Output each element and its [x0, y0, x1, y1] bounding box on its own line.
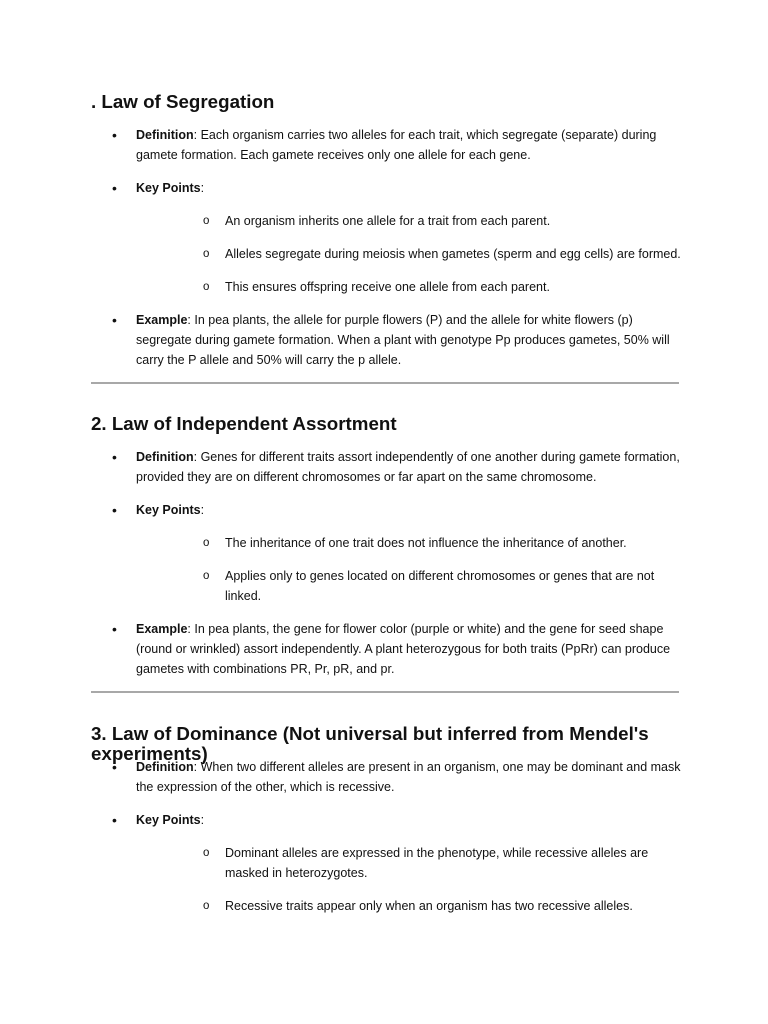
- section-law-of-dominance: [91, 724, 681, 916]
- key-points-colon: :: [200, 813, 205, 827]
- key-point: o Applies only to genes located on different chromosomes or genes that are not linked.: [136, 566, 681, 606]
- key-point: o Recessive traits appear only when an organism has two recessive alleles.: [136, 896, 681, 916]
- section-law-of-independent-assortment: [91, 414, 681, 679]
- document-content: [91, 92, 681, 916]
- section-title: 3. Law of Dominance (Not universal but inferred from Mendel's experiments): [91, 723, 649, 764]
- definition-item: [91, 125, 681, 165]
- key-points-item: [91, 500, 681, 606]
- section-law-of-segregation: [91, 92, 681, 370]
- definition-label: Definition: [136, 450, 194, 464]
- key-points-label: Key Points: [136, 181, 201, 195]
- key-point: o This ensures offspring receive one allele from each parent.: [136, 277, 681, 297]
- key-point: o An organism inherits one allele for a trait from each parent.: [136, 211, 681, 231]
- definition-item: [91, 447, 681, 487]
- section-divider: [91, 382, 679, 384]
- key-points-item: [91, 810, 681, 916]
- section-title: 2. Law of Independent Assortment: [91, 413, 397, 434]
- key-point: o The inheritance of one trait does not influence the inheritance of another.: [136, 533, 681, 553]
- example-label: Example: [136, 313, 188, 327]
- example-text: : In pea plants, the gene for flower color (purple or white) and the gene for seed shape (round or wrinkled) assort independently. A plant heterozygous for both traits (PpRr) can produce gametes with combinations PR, Pr, pR, and pr.: [136, 622, 671, 676]
- definition-text: : When two different alleles are present in an organism, one may be dominant and mask the expression of the other, which is recessive.: [136, 760, 681, 794]
- bullet-list: [91, 757, 681, 916]
- definition-label: Definition: [136, 760, 194, 774]
- key-point: o Alleles segregate during meiosis when gametes (sperm and egg cells) are formed.: [136, 244, 681, 264]
- bullet-list: [91, 447, 681, 679]
- key-points-list: [136, 843, 681, 916]
- key-points-label: Key Points: [136, 813, 201, 827]
- key-points-label: Key Points: [136, 503, 201, 517]
- key-point: o Dominant alleles are expressed in the phenotype, while recessive alleles are masked in heterozygotes.: [136, 843, 681, 883]
- definition-text: : Each organism carries two alleles for each trait, which segregate (separate) during gamete formation. Each gamete receives only one allele for each gene.: [136, 128, 657, 162]
- key-points-colon: :: [200, 181, 205, 195]
- key-points-list: [136, 533, 681, 606]
- example-item: [91, 619, 681, 679]
- section-title: . Law of Segregation: [91, 91, 275, 112]
- definition-text: : Genes for different traits assort independently of one another during gamete formation, provided they are on different chromosomes or far apart on the same chromosome.: [136, 450, 680, 484]
- example-text: : In pea plants, the allele for purple flowers (P) and the allele for white flowers (p) segregate during gamete formation. When a plant with genotype Pp produces gametes, 50% will carry the P allele and 50% will carry the p allele.: [136, 313, 670, 367]
- bullet-list: [91, 125, 681, 370]
- example-item: [91, 310, 681, 370]
- definition-label: Definition: [136, 128, 194, 142]
- definition-item: [91, 757, 681, 797]
- key-points-colon: :: [200, 503, 205, 517]
- key-points-item: [91, 178, 681, 297]
- key-points-list: [136, 211, 681, 297]
- section-divider: [91, 691, 679, 693]
- example-label: Example: [136, 622, 188, 636]
